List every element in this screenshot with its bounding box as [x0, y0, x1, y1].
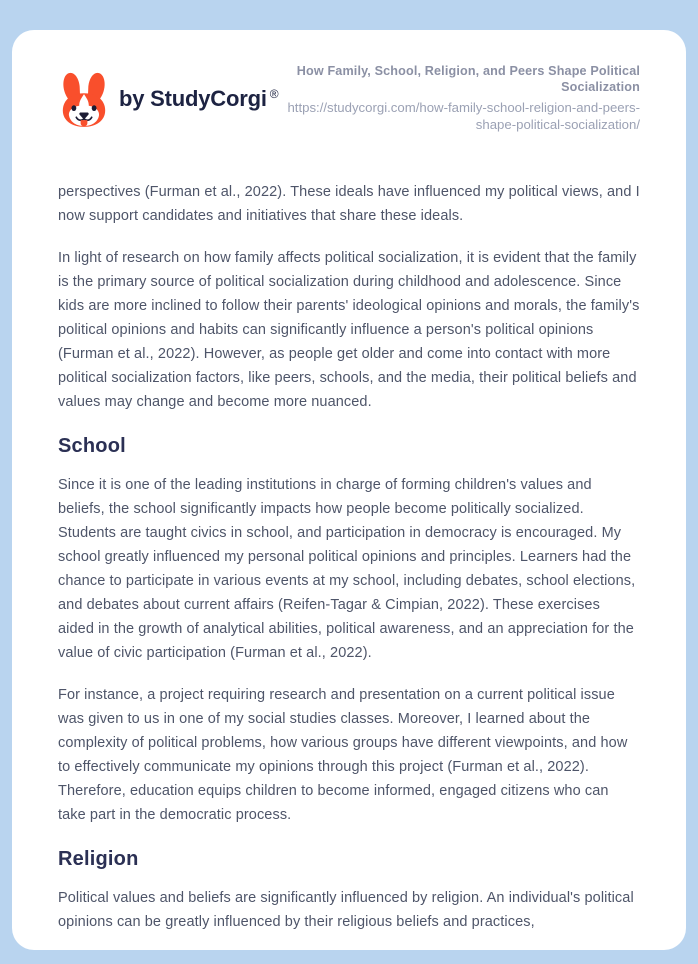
- section-heading-religion: Religion: [58, 848, 139, 871]
- paragraph-school-1: Since it is one of the leading institutions in charge of forming children's values and beliefs, the school significantly impacts how people become politically socialized. Students are taught civics in school, and participation in democracy is encouraged. My school greatly influenced my personal political opinions and principles. Learners had the chance to participate in various events at my school, including debates, school elections, and debates about current affairs (Reifen-Tagar & Cimpian, 2022). These exercises aided in the growth of analytical abilities, political awareness, and an appreciation for the value of civic participation (Furman et al., 2022).: [58, 477, 636, 662]
- article-body: [58, 133, 640, 934]
- paragraph-intro-1: perspectives (Furman et al., 2022). These ideals have influenced my political views, and I now support candidates and initiatives that share these ideals.: [58, 184, 640, 225]
- registered-trademark: ®: [269, 86, 279, 101]
- document-title: How Family, School, Religion, and Peers Shape Political Socialization: [296, 64, 640, 94]
- brand-label: [119, 86, 279, 112]
- document-header: [58, 64, 640, 133]
- document-meta: [282, 64, 640, 133]
- document-url-link[interactable]: https://studycorgi.com/how-family-school-religion-and-peers-shape-political-socialization/: [287, 100, 640, 132]
- paragraph-intro-2: In light of research on how family affects political socialization, it is evident that the family is the primary source of political socialization during childhood and adolescence. Since kids are more inclined to follow their parents' ideological opinions and morals, the family's political opinions and habits can significantly influence a person's political opinions (Furman et al., 2022). However, as people get older and come into contact with more political socialization factors, like peers, schools, and the media, their political beliefs and values may change and become more nuanced.: [58, 250, 640, 411]
- corgi-logo-icon: [58, 70, 110, 128]
- document-card: [12, 30, 686, 950]
- paragraph-religion-1: Political values and beliefs are significantly influenced by religion. An individual's political opinions can be greatly influenced by their religious beliefs and practices,: [58, 890, 634, 931]
- brand: [58, 70, 279, 128]
- paragraph-school-2: For instance, a project requiring research and presentation on a current political issue was given to us in one of my social studies classes. Moreover, I learned about the complexity of political problems, how various groups have different viewpoints, and how to effectively communicate my opinions through this project (Furman et al., 2022). Therefore, education equips children to become informed, engaged citizens who can take part in the democratic process.: [58, 687, 628, 824]
- brand-text: by StudyCorgi: [119, 85, 267, 111]
- section-heading-school: School: [58, 435, 126, 458]
